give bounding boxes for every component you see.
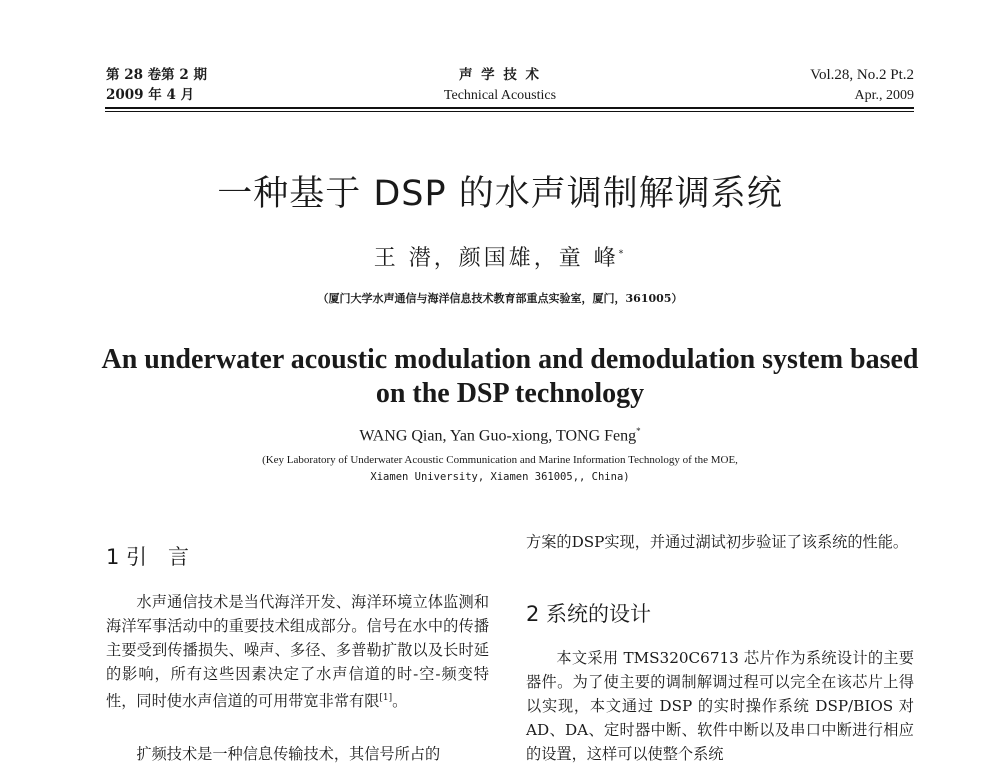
journal-date: 2009 年 4 月 (106, 87, 195, 103)
authors-cn (0, 241, 1000, 272)
section1-paragraph-1-text: 水声通信技术是当代海洋开发、海洋环境立体监测和海洋军事活动中的重要技术组成部分。信号在水中的传播主要受到传播损失、噪声、多径、多普勒扩散以及长时延的影响，所有这些因素决定了水声信道的时-空-频变特性，同时使水声信道的可用带宽非常有限 (106, 593, 489, 711)
section2-paragraph-1: 本文采用 TMS320C6713 芯片作为系统设计的主要器件。为了使主要的调制解调过程可以完全在该芯片上得以实现，本文通过 DSP 的实时操作系统 DSP/BIOS 对 AD、DA、定时器中断、软件中断以及串口中断进行相应的设置，这样可以使整个系统 (526, 649, 914, 763)
section1-paragraph-1-end: 。 (392, 692, 408, 711)
section-heading-2: 2 系统的设计 (526, 602, 652, 626)
col2-paragraph-cont: 方案的DSP实现，并通过湖试初步验证了该系统的性能。 (526, 533, 909, 551)
affiliation-en-line1: (Key Laboratory of Underwater Acoustic Communication and Marine Information Technology of the MOE, (262, 454, 738, 466)
header-rule (105, 107, 914, 109)
affiliation-en-line2: Xiamen University, Xiamen 361005,, China) (370, 471, 630, 483)
section1-paragraph-2: 扩频技术是一种信息传输技术，其信号所占的 (136, 745, 441, 763)
journal-volume: 第 28 卷第 2 期 (106, 67, 207, 83)
journal-name-en: Technical Acoustics (443, 88, 557, 103)
affiliation-cn: （厦门大学水声通信与海洋信息技术教育部重点实验室，厦门，361005） (317, 292, 683, 305)
header-rule-thin (105, 111, 914, 112)
authors-cn-text: 王 潜，颜国雄，童 峰 (373, 246, 619, 271)
authors-en-text: WANG Qian, Yan Guo-xiong, TONG Feng (359, 427, 637, 445)
journal-date-en: Apr., 2009 (854, 88, 914, 103)
section-heading-1: 1 引 言 (106, 545, 190, 569)
authors-en (0, 426, 1000, 445)
citation-ref: [1] (379, 693, 393, 703)
authors-cn-mark: * (618, 249, 627, 260)
section1-paragraph-1 (106, 590, 489, 713)
journal-name-cn: 声 学 技 术 (458, 67, 542, 83)
paper-title-en (100, 343, 920, 411)
paper-title-en-line1: An underwater acoustic modulation and demodulation system based (101, 344, 919, 375)
journal-issue-en: Vol.28, No.2 Pt.2 (810, 67, 914, 83)
paper-title-cn: 一种基于 DSP 的水声调制解调系统 (217, 174, 783, 214)
paper-title-en-line2: on the DSP technology (375, 378, 645, 409)
authors-en-mark: * (636, 426, 641, 436)
